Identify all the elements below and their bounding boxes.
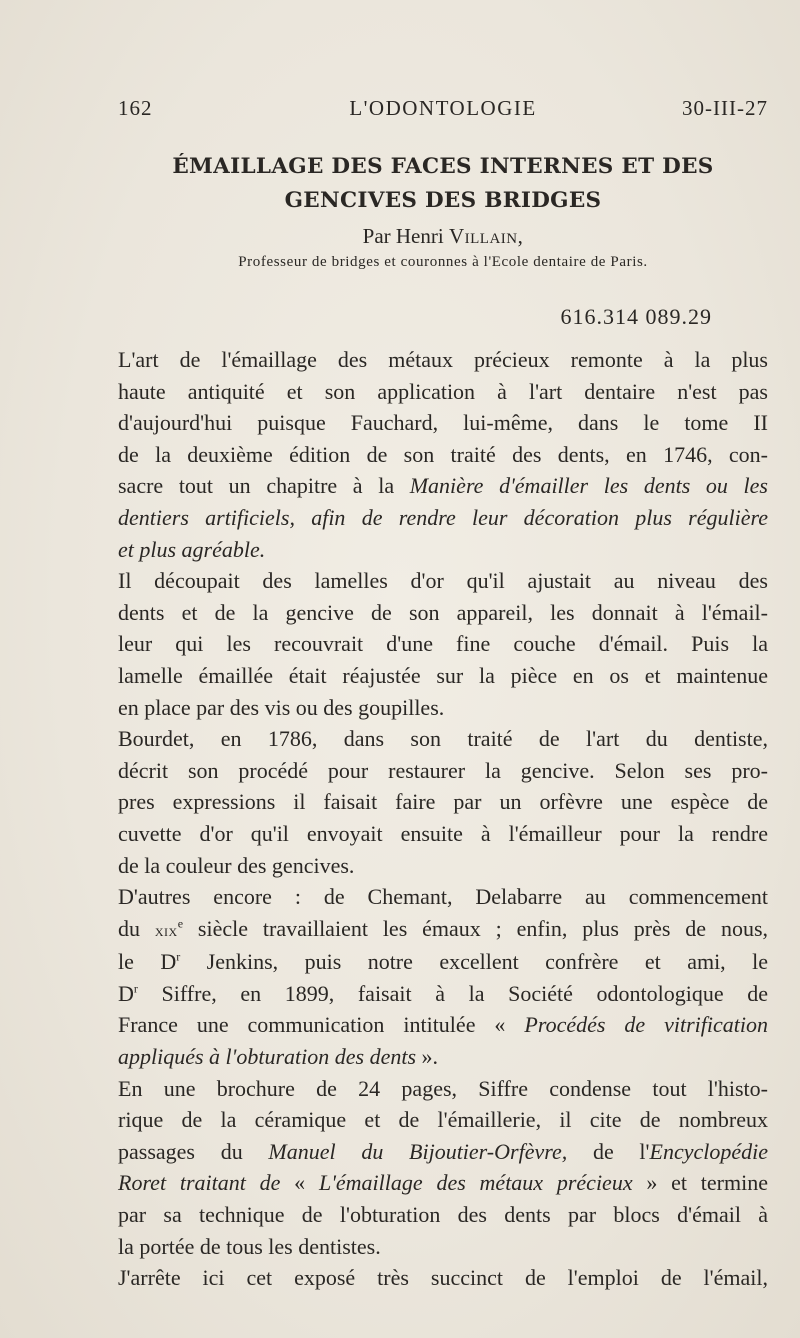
text-span: siècle travaillaient les émaux ; enfin, plus près de nous, — [183, 915, 769, 941]
text-line: haute antiquité et son application à l'art dentaire n'est pas — [118, 378, 768, 404]
italic-title: appliqués à l'obturation des dents — [118, 1044, 417, 1070]
italic-title: L'émaillage des métaux précieux — [318, 1170, 633, 1196]
text-line: leur qui les recouvrait d'une fine couche d'émail. Puis la — [118, 631, 768, 657]
text-line: Bourdet, en 1786, dans son traité de l'art du dentiste, — [118, 726, 768, 752]
text-span: France une communication intitulée « — [118, 1012, 525, 1038]
italic-title: Roret traitant de — [118, 1170, 281, 1196]
text-span: sacre tout un chapitre à la — [118, 473, 410, 499]
superscript: r — [133, 981, 138, 996]
italic-title: et plus agréable. — [118, 536, 266, 562]
article-body — [118, 344, 768, 1294]
text-span: du — [118, 915, 155, 941]
text-line — [118, 470, 768, 502]
text-line — [118, 1136, 768, 1168]
text-line — [118, 502, 768, 534]
text-line: de la deuxième édition de son traité des dents, en 1746, con- — [118, 441, 768, 467]
paragraph-6 — [118, 1262, 768, 1294]
text-line: d'aujourd'hui puisque Fauchard, lui-même, dans le tome II — [118, 410, 768, 436]
text-span: passages du — [118, 1138, 269, 1164]
text-line: lamelle émaillée était réajustée sur la pièce en os et maintenue — [118, 662, 768, 688]
text-span: » et termine — [632, 1170, 768, 1196]
text-line: en place par des vis ou des goupilles. — [118, 694, 445, 720]
text-line: Il découpait des lamelles d'or qu'il ajustait au niveau des — [118, 568, 768, 594]
text-line — [118, 1167, 768, 1199]
superscript: e — [177, 916, 184, 931]
italic-title: dentiers artificiels, afin de rendre leur décoration plus régulière — [118, 504, 768, 530]
text-span: de l' — [567, 1138, 650, 1164]
text-line — [118, 1041, 768, 1073]
issue-date: 30-III-27 — [682, 96, 768, 120]
text-line: D'autres encore : de Chemant, Delabarre au commencement — [118, 884, 768, 910]
text-line — [118, 946, 768, 978]
italic-title: Manuel du Bijoutier-Orfèvre, — [268, 1138, 568, 1164]
text-line: J'arrête ici cet exposé très succinct de l'emploi de l'émail, — [118, 1265, 768, 1291]
paragraph-2 — [118, 565, 768, 723]
text-line: décrit son procédé pour restaurer la gencive. Selon ses pro- — [118, 757, 768, 783]
text-line — [118, 913, 768, 947]
text-line — [118, 534, 768, 566]
text-line: par sa technique de l'obturation des dents par blocs d'émail à — [118, 1202, 768, 1228]
text-span: D — [118, 980, 134, 1006]
text-line: de la couleur des gencives. — [118, 852, 355, 878]
author-prefix: Par Henri — [362, 224, 444, 248]
author-line — [118, 224, 768, 249]
text-line — [118, 1009, 768, 1041]
text-line: la portée de tous les dentistes. — [118, 1233, 381, 1259]
page-number: 162 — [118, 96, 153, 120]
italic-title: Procédés de vitrification — [524, 1012, 768, 1038]
text-line: L'art de l'émaillage des métaux précieux remonte à la plus — [118, 347, 768, 372]
text-span: Jenkins, puis notre excellent confrère et ami, le — [180, 949, 768, 975]
text-span: le D — [118, 949, 177, 975]
journal-title: L'ODONTOLOGIE — [349, 96, 537, 120]
text-span: Siffre, en 1899, faisait à la Société odontologique de — [137, 980, 768, 1006]
text-line: dents et de la gencive de son appareil, les donnait à l'émail- — [118, 599, 768, 625]
title-line-2: GENCIVES DES BRIDGES — [284, 188, 602, 213]
italic-title: Manière d'émailler les dents ou les — [409, 473, 768, 499]
paragraph-5 — [118, 1073, 768, 1263]
article-title — [118, 150, 768, 218]
paragraph-1 — [118, 344, 768, 565]
italic-title: Encyclopédie — [649, 1138, 768, 1164]
text-line: En une brochure de 24 pages, Siffre condense tout l'histo- — [118, 1075, 768, 1101]
text-span: ». — [416, 1044, 439, 1070]
superscript: r — [176, 949, 181, 964]
text-line: rique de la céramique et de l'émaillerie, il cite de nombreux — [118, 1107, 768, 1133]
paragraph-3 — [118, 723, 768, 881]
text-line — [118, 978, 768, 1010]
title-line-1: ÉMAILLAGE DES FACES INTERNES ET DES — [172, 154, 714, 179]
author-affiliation: Professeur de bridges et couronnes à l'Ecole dentaire de Paris. — [238, 254, 648, 270]
century-numeral: xix — [154, 920, 178, 940]
text-span: « — [280, 1170, 319, 1196]
paragraph-4 — [118, 881, 768, 1073]
author-name: Villain, — [448, 224, 524, 248]
classification-number: 616.314 089.29 — [560, 304, 712, 329]
text-line: pres expressions il faisait faire par un orfèvre une espèce de — [118, 789, 768, 815]
text-line: cuvette d'or qu'il envoyait ensuite à l'émailleur pour la rendre — [118, 820, 768, 846]
